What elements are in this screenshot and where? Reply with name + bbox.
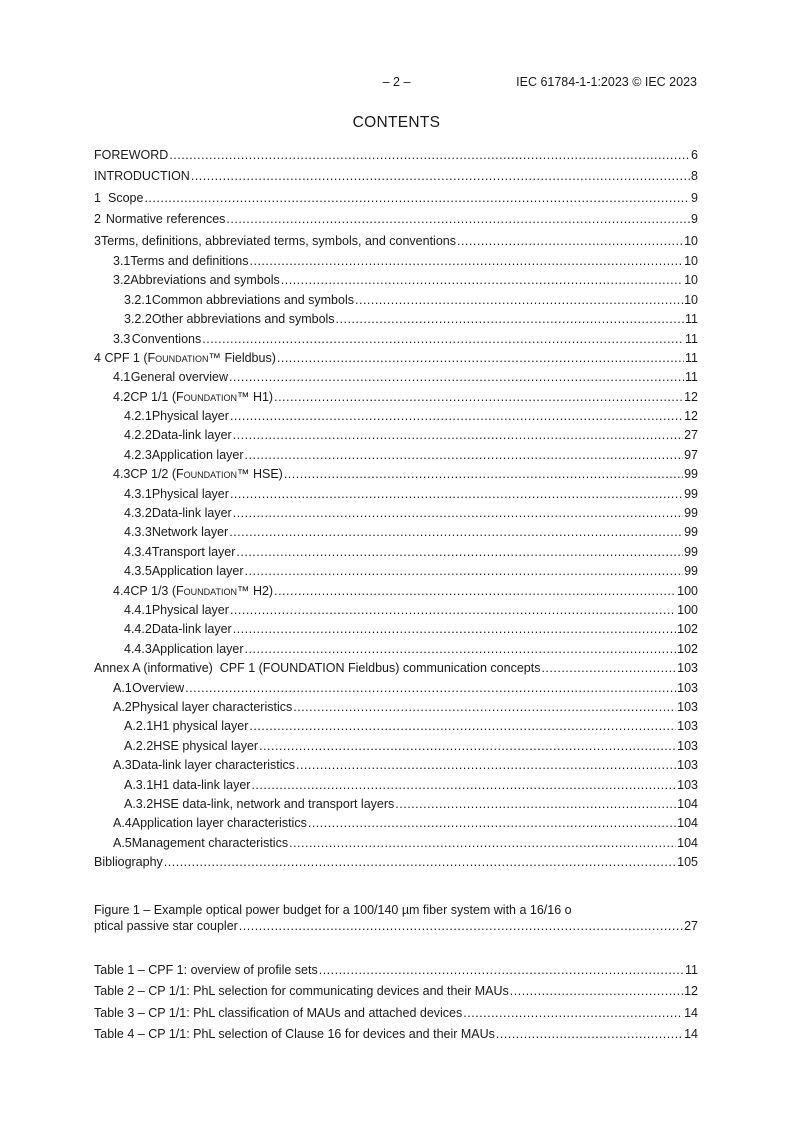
toc-page: 104: [677, 816, 698, 831]
toc-label: H1 physical layer: [153, 719, 249, 734]
toc-label: Terms and definitions: [130, 253, 249, 268]
toc-number: A.4: [113, 816, 132, 831]
table-entry[interactable]: [94, 1003, 698, 1024]
toc-page: 99: [684, 486, 698, 501]
figure-caption-line1: Figure 1 – Example optical power budget for a 100/140 µm fiber system with a 16/16 o: [94, 903, 572, 917]
toc-label: Physical layer: [151, 409, 229, 424]
toc-page: 10: [684, 253, 698, 268]
toc-number: 4.3.4: [124, 544, 152, 559]
toc-page: 11: [685, 312, 698, 327]
toc-entry-a-4[interactable]: [94, 814, 698, 833]
table-page: 11: [685, 963, 698, 977]
toc-page: 103: [677, 699, 698, 714]
toc-page: 104: [677, 796, 698, 811]
toc-entry-a-3-1[interactable]: [94, 776, 698, 795]
toc-entry-4-4-3[interactable]: [94, 640, 698, 659]
toc-number: 4.2.3: [124, 447, 152, 462]
toc-entry-4-3-4[interactable]: [94, 543, 698, 562]
table-caption: Table 4 – CP 1/1: PhL selection of Clause 16 for devices and their MAUs: [94, 1027, 495, 1042]
toc-page: 99: [684, 525, 698, 540]
toc-number: 3.2.1: [124, 292, 152, 307]
table-page: 14: [684, 1027, 698, 1042]
toc-entry-terms[interactable]: [94, 231, 698, 252]
toc-page: 10: [684, 273, 698, 288]
toc-page: 104: [677, 835, 698, 850]
toc-number: 4.4: [113, 583, 131, 598]
table-page: 14: [684, 1005, 698, 1020]
toc-label: CP 1/2 (Foundation™ HSE): [130, 467, 283, 482]
toc-entry-normative-references[interactable]: [94, 209, 698, 230]
toc-page: 103: [677, 777, 698, 792]
toc-page: 103: [677, 719, 698, 734]
toc-entry-a-3-2[interactable]: [94, 795, 698, 814]
toc-number: 3.1: [113, 253, 131, 268]
toc-entry-4-3-3[interactable]: [94, 523, 698, 542]
table-page: 12: [684, 984, 698, 999]
toc-label: HSE data-link, network and transport layers: [153, 796, 395, 811]
toc-number: 4.3.5: [124, 564, 152, 579]
toc-entry-4-2-1[interactable]: [94, 407, 698, 426]
toc-entry-a-5[interactable]: [94, 834, 698, 853]
toc-number: A.2.1: [124, 719, 154, 734]
page-number: – 2 –: [382, 75, 411, 89]
toc-page: 97: [684, 447, 698, 462]
toc-label: Network layer: [151, 525, 229, 540]
toc-label: Overview: [132, 680, 185, 695]
toc-label: Transport layer: [151, 544, 236, 559]
toc-number: 4.2: [113, 389, 131, 404]
toc-label: Common abbreviations and symbols: [151, 292, 354, 307]
toc-entry-4[interactable]: [94, 349, 698, 368]
toc-page: 99: [684, 506, 698, 521]
toc-label: Conventions: [131, 331, 202, 346]
toc-page: 10: [684, 292, 698, 307]
toc-label: Physical layer: [151, 602, 229, 617]
toc-page: 6: [691, 148, 698, 162]
toc-page: 105: [677, 855, 698, 870]
toc-number: A.3.1: [124, 777, 154, 792]
toc-page: 99: [684, 467, 698, 482]
toc-entry-annex-a[interactable]: [94, 659, 698, 678]
toc-number: 4.4.1: [124, 602, 152, 617]
toc-page: 103: [677, 738, 698, 753]
toc-entry-bibliography[interactable]: [94, 853, 698, 872]
toc-label: Terms, definitions, abbreviated terms, symbols, and conventions: [100, 233, 456, 248]
toc-page: 10: [684, 233, 698, 248]
toc-page: 103: [677, 680, 698, 695]
toc-number: 1: [94, 190, 101, 205]
toc-entry-a-2-1[interactable]: [94, 717, 698, 736]
toc-page: 8: [691, 169, 698, 184]
toc-page: 103: [677, 661, 698, 676]
toc-number: 3.2: [113, 273, 131, 288]
toc-entry-4-2-2[interactable]: [94, 426, 698, 445]
toc-number: A.3.2: [124, 796, 154, 811]
toc-number: 3.2.2: [124, 312, 152, 327]
toc-number: 3: [94, 233, 101, 248]
standard-reference: IEC 61784-1-1:2023 © IEC 2023: [516, 75, 697, 89]
toc-number: 4.3.2: [124, 506, 152, 521]
toc-number: 3.3: [113, 331, 131, 346]
toc-label: Application layer: [151, 447, 244, 462]
figure-entry[interactable]: [94, 902, 698, 934]
toc-entry-a-1[interactable]: [94, 679, 698, 698]
table-caption: Table 1 – CPF 1: overview of profile sets: [94, 963, 318, 977]
toc-label: General overview: [130, 370, 228, 385]
toc-label: Annex A (informative) CPF 1 (FOUNDATION Fieldbus) communication concepts: [94, 661, 541, 676]
toc-entry-3-2-2[interactable]: [94, 310, 698, 329]
toc-page: 9: [691, 212, 698, 227]
table-entry[interactable]: [94, 960, 698, 981]
toc-entry-3-3[interactable]: [94, 330, 698, 349]
toc-label: Physical layer characteristics: [131, 699, 293, 714]
toc-page: 9: [691, 190, 698, 205]
toc-page: 103: [677, 758, 698, 773]
toc-page: 11: [685, 331, 698, 346]
toc-number: A.2.2: [124, 738, 154, 753]
toc-entry-4-3[interactable]: [94, 465, 698, 484]
toc-label: Physical layer: [151, 486, 229, 501]
toc-label: CP 1/3 (Foundation™ H2): [130, 583, 274, 598]
toc-entry-introduction[interactable]: [94, 166, 698, 187]
toc-label: Data-link layer: [151, 428, 232, 443]
figure-page: 27: [684, 919, 698, 933]
toc-page: 99: [684, 544, 698, 559]
toc-entry-4-4-2[interactable]: [94, 620, 698, 639]
table-entry[interactable]: [94, 1024, 698, 1045]
page-title: CONTENTS: [352, 114, 441, 131]
toc-number: 4.4.3: [124, 641, 152, 656]
toc-entry-3-1[interactable]: [94, 252, 698, 271]
toc-page: 102: [677, 641, 698, 656]
toc-entry-4-2-3[interactable]: [94, 446, 698, 465]
list-of-tables: [94, 960, 698, 1046]
table-caption: Table 3 – CP 1/1: PhL classification of MAUs and attached devices: [94, 1005, 463, 1020]
toc-entry-4-3-1[interactable]: [94, 485, 698, 504]
toc-label: Scope: [108, 190, 144, 205]
toc-entry-4-3-5[interactable]: [94, 562, 698, 581]
toc-entry-3-2[interactable]: [94, 271, 698, 290]
toc-number: 4.4.2: [124, 622, 152, 637]
toc-entry-3-2-1[interactable]: [94, 291, 698, 310]
toc-page: 99: [684, 564, 698, 579]
toc-number: 4.3.3: [124, 525, 152, 540]
toc-page: 100: [677, 602, 698, 617]
toc-number: 4.2.1: [124, 409, 152, 424]
toc-page: 12: [684, 409, 698, 424]
toc-entry-foreword[interactable]: [94, 145, 698, 166]
list-of-figures: [94, 902, 698, 934]
toc-page: 11: [685, 350, 698, 365]
toc-number: 2: [94, 212, 101, 227]
toc-label: Bibliography: [94, 855, 163, 870]
toc-entry-a-2-2[interactable]: [94, 737, 698, 756]
toc-entry-4-2[interactable]: [94, 388, 698, 407]
toc-entry-4-4[interactable]: [94, 582, 698, 601]
toc-number: A.2: [113, 699, 132, 714]
toc-label: Application layer: [151, 564, 244, 579]
toc-number: 4.2.2: [124, 428, 152, 443]
toc-label: Application layer characteristics: [131, 816, 307, 831]
toc-number: 4.3.1: [124, 486, 152, 501]
toc-label: FOREWORD: [94, 148, 169, 162]
toc-entry-4-3-2[interactable]: [94, 504, 698, 523]
toc-label: CP 1/1 (Foundation™ H1): [130, 389, 274, 404]
figure-caption-line2: ptical passive star coupler: [94, 919, 238, 933]
toc-entry-4-4-1[interactable]: [94, 601, 698, 620]
toc-entry-a-2[interactable]: [94, 698, 698, 717]
toc-entry-4-1[interactable]: [94, 368, 698, 387]
toc-entry-scope[interactable]: [94, 188, 698, 209]
toc-page: 27: [684, 428, 698, 443]
toc-label: Abbreviations and symbols: [130, 273, 280, 288]
toc-label: Other abbreviations and symbols: [151, 312, 335, 327]
toc-number: A.3: [113, 758, 132, 773]
toc-label: Normative references: [105, 212, 226, 227]
toc-entry-a-3[interactable]: [94, 756, 698, 775]
toc-label: Data-link layer: [151, 622, 232, 637]
toc-number: 4.3: [113, 467, 131, 482]
toc-label: CPF 1 (Foundation™ Fieldbus): [104, 350, 276, 365]
toc-label: Data-link layer characteristics: [131, 758, 296, 773]
toc-page: 100: [677, 583, 698, 598]
table-entry[interactable]: [94, 981, 698, 1002]
toc-number: A.1: [113, 680, 132, 695]
table-caption: Table 2 – CP 1/1: PhL selection for communicating devices and their MAUs: [94, 984, 509, 999]
toc-page: 12: [684, 389, 698, 404]
toc-label: Management characteristics: [131, 835, 289, 850]
toc-page: 11: [685, 370, 698, 385]
toc-label: Data-link layer: [151, 506, 232, 521]
toc-number: 4: [94, 350, 101, 365]
toc-label: H1 data-link layer: [153, 777, 251, 792]
toc-label: INTRODUCTION: [94, 169, 190, 184]
toc-page: 102: [677, 622, 698, 637]
toc-number: 4.1: [113, 370, 131, 385]
table-of-contents: [94, 145, 698, 872]
toc-label: HSE physical layer: [153, 738, 259, 753]
toc-label: Application layer: [151, 641, 244, 656]
toc-number: A.5: [113, 835, 132, 850]
